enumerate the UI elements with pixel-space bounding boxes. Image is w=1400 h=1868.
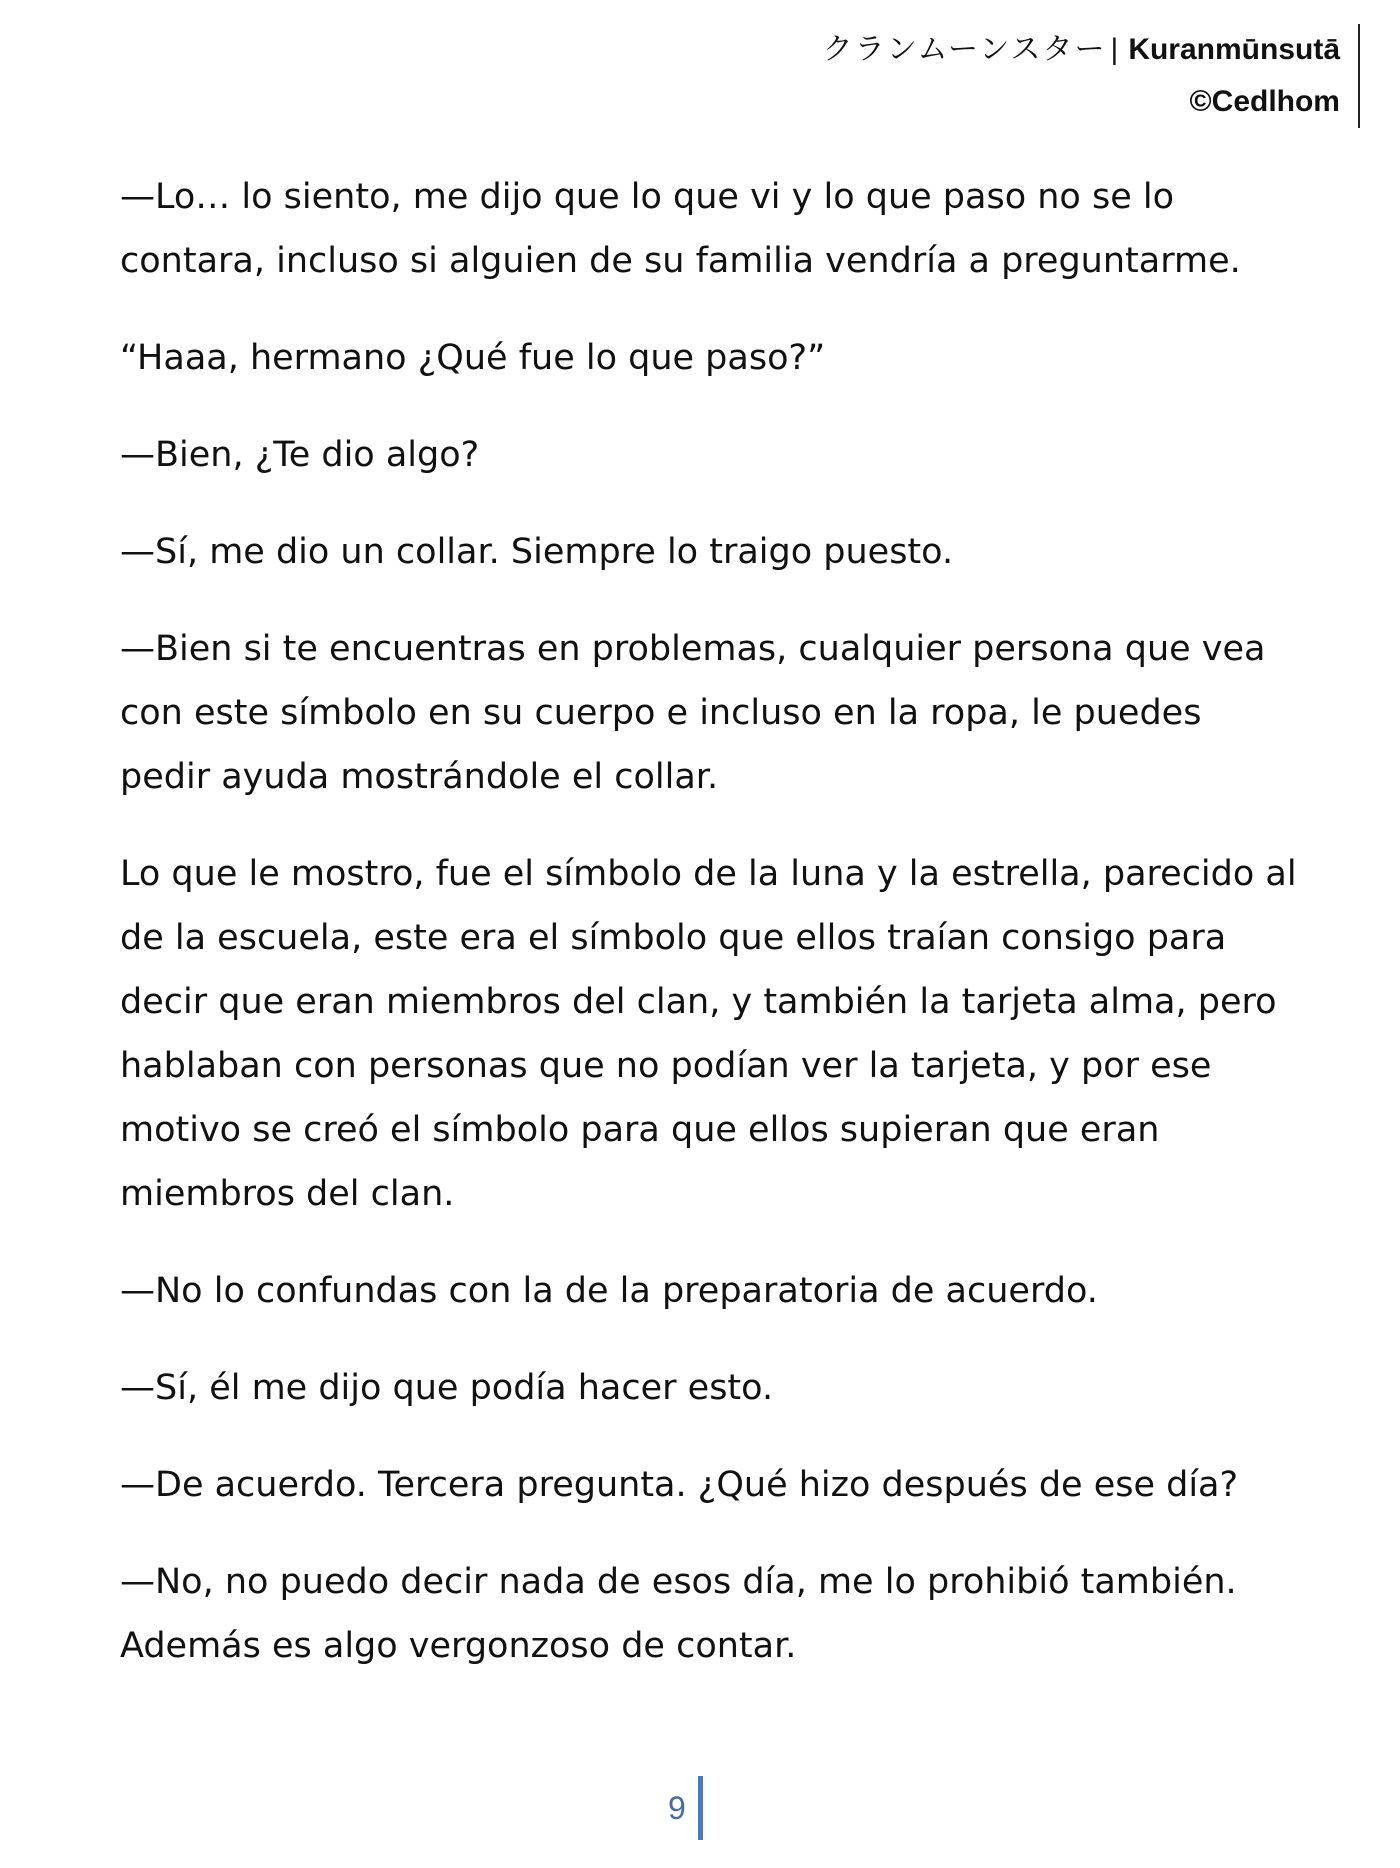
paragraph: —Lo… lo siento, me dijo que lo que vi y lo que paso no se lo contara, incluso si alguien de su familia vendría a preguntarme. [120,177,1241,281]
paragraph: —No, no puedo decir nada de esos día, me lo prohibió también. Además es algo vergonzoso de contar. [120,1562,1237,1666]
paragraph: —No lo confundas con la de la preparatoria de acuerdo. [120,1271,1098,1311]
page-header [823,24,1360,128]
header-title-line [823,24,1340,76]
footer-divider [698,1776,703,1840]
body-text [120,165,1300,1711]
header-romaji-title: Kuranmūnsutā [1128,33,1340,66]
paragraph: —De acuerdo. Tercera pregunta. ¿Qué hizo después de ese día? [120,1465,1239,1505]
header-japanese-title: クランムーンスター [822,32,1107,67]
page-number: 9 [668,1789,686,1826]
paragraph: —Bien si te encuentras en problemas, cualquier persona que vea con este símbolo en su cuerpo e incluso en la ropa, le puedes pedir ayuda mostrándole el collar. [120,629,1266,797]
paragraph: —Sí, él me dijo que podía hacer esto. [120,1368,774,1408]
paragraph: —Bien, ¿Te dio algo? [120,435,480,475]
header-separator: | [1110,33,1119,66]
paragraph: —Sí, me dio un collar. Siempre lo traigo puesto. [120,532,954,572]
page-footer [668,1776,703,1840]
header-copyright: ©Cedlhom [1189,85,1340,118]
paragraph: “Haaa, hermano ¿Qué fue lo que paso?” [120,338,826,378]
paragraph: Lo que le mostro, fue el símbolo de la luna y la estrella, parecido al de la escuela, este era el símbolo que ellos traían consigo para decir que eran miembros del clan, y también la tarjeta alma, pero hablaban con personas que no podían ver la tarjeta, y por ese motivo se creó el símbolo para que ellos supieran que eran miembros del clan. [120,854,1297,1214]
